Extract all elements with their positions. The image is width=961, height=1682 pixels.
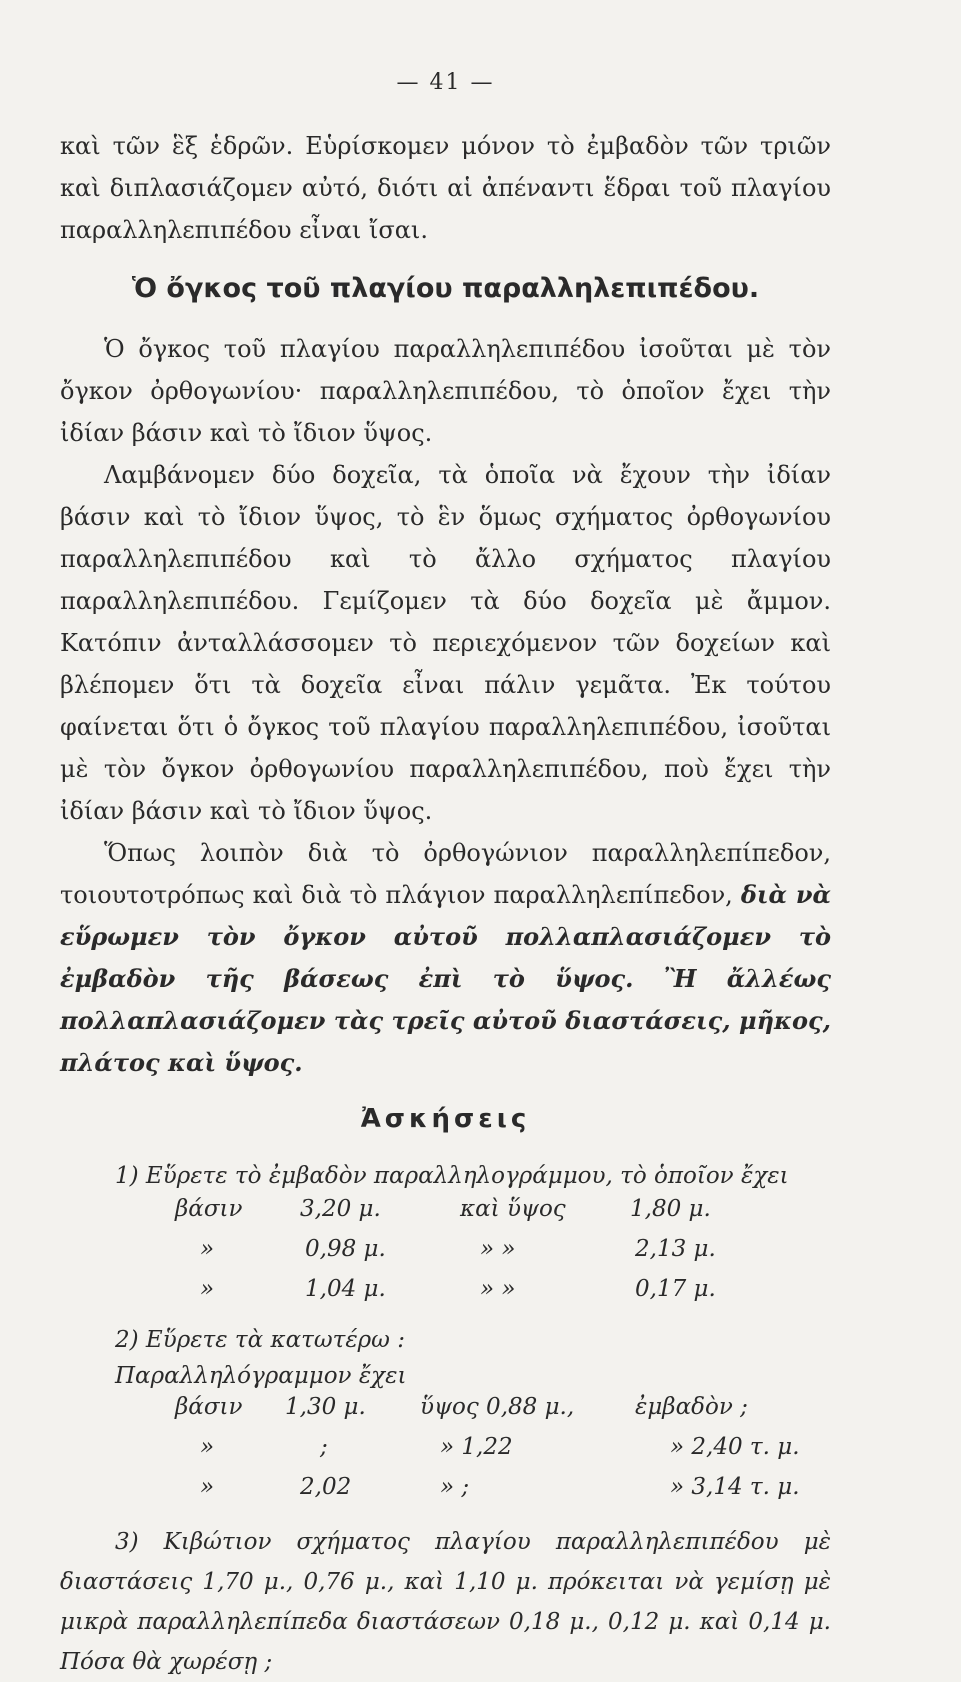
exercise-1-intro: 1) Εὕρετε τὸ ἐμβαδὸν παραλληλογράμμου, τὸ ὁποῖον ἔχει <box>115 1163 789 1189</box>
intro-paragraph: καὶ τῶν ἓξ ἑδρῶν. Εὑρίσκομεν μόνον τὸ ἐμβαδὸν τῶν τριῶν καὶ διπλασιάζομεν αὐτό, διότι αἱ ἀπέναντι ἕδραι τοῦ πλαγίου παραλληλεπιπέδου εἶναι ἴσαι. <box>60 132 831 244</box>
paragraph-3 <box>60 832 831 1084</box>
exercise-2-subtitle: Παραλληλόγραμμον ἔχει <box>115 1363 407 1389</box>
page-number: — 41 — <box>396 70 495 95</box>
exercise-2-row: » ; » 1,22 » 2,40 τ. μ. <box>200 1434 800 1460</box>
section-title: Ὁ ὄγκος τοῦ πλαγίου παραλληλεπιπέδου. <box>131 273 760 304</box>
exercise-2-row: » 2,02 » ; » 3,14 τ. μ. <box>200 1474 800 1500</box>
exercise-2-row: βάσιν 1,30 μ. ὕψος 0,88 μ., ἐμβαδὸν ; <box>175 1394 748 1420</box>
exercise-2-intro: 2) Εὕρετε τὰ κατωτέρω : <box>115 1327 405 1353</box>
exercise-1-row: » 0,98 μ. » » 2,13 μ. <box>200 1236 716 1262</box>
exercises-title: Ἀσκήσεις <box>360 1104 531 1134</box>
exercise-1-row: » 1,04 μ. » » 0,17 μ. <box>200 1276 716 1302</box>
paragraph-1: Ὁ ὄγκος τοῦ πλαγίου παραλληλεπιπέδου ἰσοῦται μὲ τὸν ὄγκον ὀρθογωνίου· παραλληλεπιπέδου, τὸ ὁποῖον ἔχει τὴν ἰδίαν βάσιν καὶ τὸ ἴδιον ὕψος. <box>60 335 831 447</box>
paragraph-3-rule: διὰ νὰ εὕρωμεν τὸν ὄγκον αὐτοῦ πολλαπλασιάζομεν τὸ ἐμβαδὸν τῆς βάσεως ἐπὶ τὸ ὕψος. Ἢ ἄλλέως πολλαπλασιάζομεν τὰς τρεῖς αὐτοῦ διαστάσεις, μῆκος, πλάτος καὶ ὕψος. <box>60 880 831 1077</box>
exercise-1-row: βάσιν 3,20 μ. καὶ ὕψος 1,80 μ. <box>175 1196 711 1222</box>
exercise-3: 3) Κιβώτιον σχήματος πλαγίου παραλληλεπιπέδου μὲ διαστάσεις 1,70 μ., 0,76 μ., καὶ 1,10 μ. πρόκειται νὰ γεμίσῃ μὲ μικρὰ παραλληλεπίπεδα διαστάσεων 0,18 μ., 0,12 μ. καὶ 0,14 μ. Πόσα θὰ χωρέσῃ ; <box>60 1529 831 1675</box>
paragraph-3-plain: Ὅπως λοιπὸν διὰ τὸ ὀρθογώνιον παραλληλεπίπεδον, τοιουτοτρόπως καὶ διὰ τὸ πλάγιον παραλληλεπίπεδον, <box>60 839 831 909</box>
paragraph-2: Λαμβάνομεν δύο δοχεῖα, τὰ ὁποῖα νὰ ἔχουν τὴν ἰδίαν βάσιν καὶ τὸ ἴδιον ὕψος, τὸ ἓν ὅμως σχήματος ὀρθογωνίου παραλληλεπιπέδου καὶ τὸ ἄλλο σχήματος πλαγίου παραλληλεπιπέδου. Γεμίζομεν τὰ δύο δοχεῖα μὲ ἄμμον. Κατόπιν ἀνταλλάσσομεν τὸ περιεχόμενον τῶν δοχείων καὶ βλέπομεν ὅτι τὰ δοχεῖα εἶναι πάλιν γεμᾶτα. Ἐκ τούτου φαίνεται ὅτι ὁ ὄγκος τοῦ πλαγίου παραλληλεπιπέδου, ἰσοῦται μὲ τὸν ὄγκον ὀρθογωνίου παραλληλεπιπέδου, ποὺ ἔχει τὴν ἰδίαν βάσιν καὶ τὸ ἴδιον ὕψος. <box>60 461 831 825</box>
